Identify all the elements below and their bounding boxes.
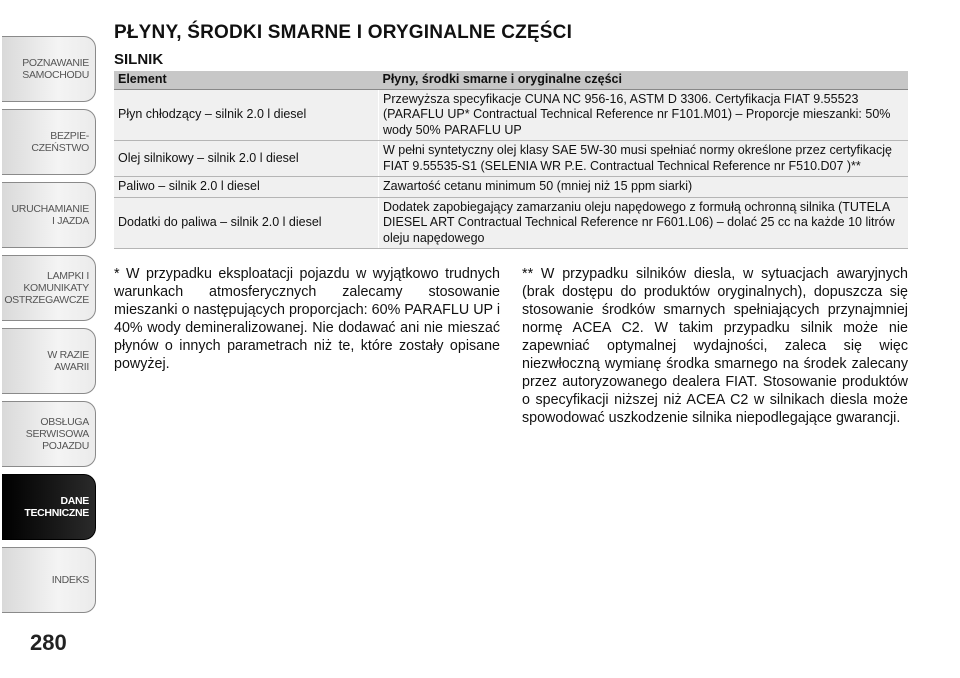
- table-row: [114, 89, 908, 141]
- table-cell-element: Płyn chłodzący – silnik 2.0 l diesel: [114, 89, 379, 141]
- footnote-coolant: * W przypadku eksploatacji pojazdu w wyjątkowo trudnych warunkach atmosferycznych zalecamy stosowanie mieszanki o następujących proporcjach: 60% PARAFLU UP i 40% wody demineralizowanej. Nie dodawać ani nie mieszać płynów o innych parametrach niż te, które zostały opisane powyżej.: [114, 266, 500, 372]
- tab-bezpieczenstwo[interactable]: [2, 109, 96, 175]
- table-row: [114, 197, 908, 249]
- table-row: [114, 141, 908, 177]
- page-title: PŁYNY, ŚRODKI SMARNE I ORYGINALNE CZĘŚCI: [114, 22, 573, 43]
- column-header-fluids: Płyny, środki smarne i oryginalne części: [379, 71, 909, 89]
- table-cell-element: Paliwo – silnik 2.0 l diesel: [114, 177, 379, 198]
- tab-label: W RAZIE AWARII: [47, 349, 89, 373]
- column-header-element: Element: [114, 71, 379, 89]
- tab-label: DANE TECHNICZNE: [24, 495, 89, 519]
- table-row: [114, 177, 908, 198]
- tab-label: POZNAWANIE SAMOCHODU: [22, 57, 89, 81]
- tab-lampki-i-komunikaty[interactable]: [2, 255, 96, 321]
- tab-indeks[interactable]: [2, 547, 96, 613]
- tab-label: URUCHAMIANIE I JAZDA: [11, 203, 89, 227]
- tab-dane-techniczne[interactable]: [2, 474, 96, 540]
- tab-label: LAMPKI I KOMUNIKATY OSTRZEGAWCZE: [4, 270, 89, 306]
- table-cell-spec: W pełni syntetyczny olej klasy SAE 5W-30 musi spełniać normy określone przez certyfikację FIAT 9.55535-S1 (SELENIA WR P.E. Contractual Technical Reference nr F510.D07 )**: [379, 141, 909, 177]
- tab-label: BEZPIE- CZEŃSTWO: [31, 130, 89, 154]
- table-cell-element: Dodatki do paliwa – silnik 2.0 l diesel: [114, 197, 379, 249]
- table-cell-element: Olej silnikowy – silnik 2.0 l diesel: [114, 141, 379, 177]
- page-content: [114, 22, 910, 427]
- chapter-sidebar: [0, 0, 100, 678]
- tab-label: INDEKS: [51, 574, 89, 586]
- section-heading: SILNIK: [114, 51, 164, 68]
- tab-poznawanie-samochodu[interactable]: [2, 36, 96, 102]
- table-cell-spec: Przewyższa specyfikacje CUNA NC 956-16, ASTM D 3306. Certyfikacja FIAT 9.55523 (PARAFLU UP* Contractual Technical Reference nr F101.M01) – Proporcje mieszanki: 50% wody 50% PARAFLU UP: [379, 89, 909, 141]
- footnote-oil: ** W przypadku silników diesla, w sytuacjach awaryjnych (brak dostępu do produktów oryginalnych), dopuszcza się stosowanie środków smarnych spełniających przynajmniej normę ACEA C2. W takim przypadku silnik może nie zapewniać optymalnej wydajności, zaleca się więc niezwłoczną wymianę środka smarnego na środek zalecany przez autoryzowanego dealera FIAT. Stosowanie produktów o specyfikacji niższej niż ACEA C2 w silnikach diesla może spowodować uszkodzenie silnika niepodlegające gwarancji.: [522, 266, 908, 426]
- tab-label: OBSŁUGA SERWISOWA POJAZDU: [25, 416, 89, 452]
- table-cell-spec: Dodatek zapobiegający zamarzaniu oleju napędowego z formułą ochronną silnika (TUTELA DIESEL ART Contractual Technical Reference nr F601.L06) – dolać 25 cc na każde 10 litrów oleju napędowego: [379, 197, 909, 249]
- table-header-row: [114, 71, 908, 89]
- footnotes: [114, 265, 910, 427]
- tab-w-razie-awarii[interactable]: [2, 328, 96, 394]
- page-number: 280: [30, 630, 67, 655]
- table-cell-spec: Zawartość cetanu minimum 50 (mniej niż 15 ppm siarki): [379, 177, 909, 198]
- tab-obsluga-serwisowa[interactable]: [2, 401, 96, 467]
- tab-uruchamianie-i-jazda[interactable]: [2, 182, 96, 248]
- fluids-table: [114, 71, 908, 249]
